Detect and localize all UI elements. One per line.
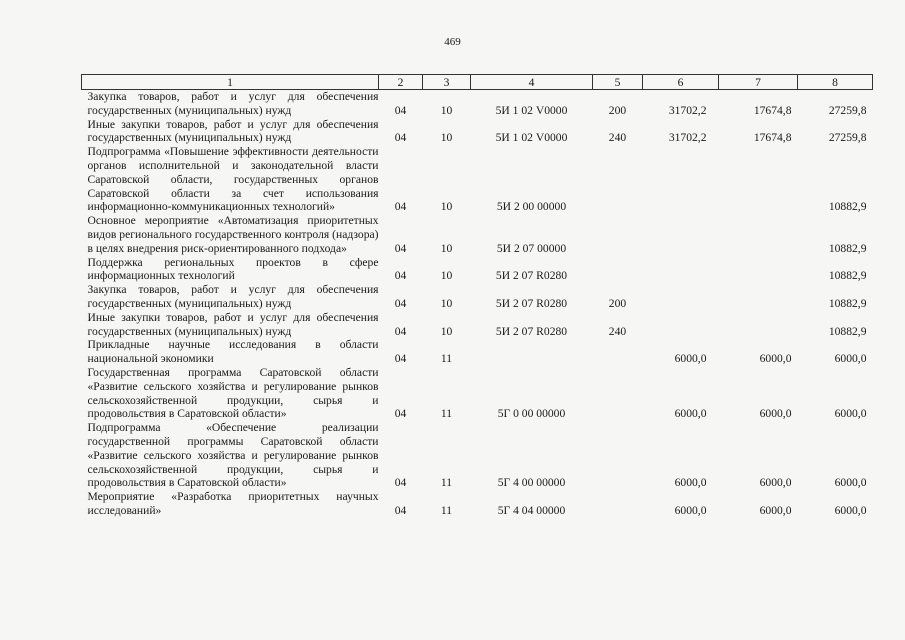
row-amount-1 bbox=[643, 311, 719, 339]
row-name: Иные закупки товаров, работ и услуг для обеспечения государственных (муниципальных) нужд bbox=[87, 310, 379, 338]
row-target-code: 5Г 4 04 00000 bbox=[497, 503, 566, 517]
row-target-code: 5И 2 00 00000 bbox=[496, 200, 567, 214]
table-row bbox=[82, 256, 873, 284]
row-subsection: 10 bbox=[440, 269, 453, 283]
row-amount-2: 6000,0 bbox=[759, 503, 792, 517]
row-expense-type bbox=[593, 366, 643, 421]
row-subsection: 11 bbox=[440, 352, 453, 366]
row-target-code: 5И 2 07 R0280 bbox=[495, 324, 568, 338]
row-amount-2: 17674,8 bbox=[753, 103, 792, 117]
row-amount-3: 27259,8 bbox=[828, 103, 867, 117]
row-section: 04 bbox=[394, 476, 407, 490]
row-target-code bbox=[471, 338, 593, 366]
header-col-6: 6 bbox=[643, 75, 719, 90]
row-target-code: 5И 1 02 V0000 bbox=[495, 103, 568, 117]
row-amount-3: 10882,9 bbox=[828, 200, 867, 214]
table-row bbox=[82, 90, 873, 118]
table-row bbox=[82, 311, 873, 339]
row-amount-2: 17674,8 bbox=[753, 131, 792, 145]
row-name: Прикладные научные исследования в области национальной экономики bbox=[87, 338, 379, 366]
row-subsection: 10 bbox=[440, 131, 453, 145]
row-amount-3: 6000,0 bbox=[834, 476, 867, 490]
row-amount-3: 6000,0 bbox=[834, 407, 867, 421]
row-subsection: 10 bbox=[440, 103, 453, 117]
row-section: 04 bbox=[394, 324, 407, 338]
row-amount-3: 27259,8 bbox=[828, 131, 867, 145]
row-expense-type: 200 bbox=[608, 296, 627, 310]
row-amount-1: 6000,0 bbox=[674, 503, 707, 517]
table-row bbox=[82, 118, 873, 146]
table-row bbox=[82, 145, 873, 214]
row-amount-1 bbox=[643, 214, 719, 255]
row-name: Основное мероприятие «Автоматизация приоритетных видов регионального государственного контроля (надзора) в целях внедрения риск-ориентированного подхода» bbox=[87, 214, 379, 255]
row-amount-1 bbox=[643, 283, 719, 311]
row-amount-3: 10882,9 bbox=[828, 269, 867, 283]
header-col-4: 4 bbox=[471, 75, 593, 90]
row-amount-1: 6000,0 bbox=[674, 476, 707, 490]
row-section: 04 bbox=[394, 503, 407, 517]
table-row bbox=[82, 283, 873, 311]
row-amount-1: 6000,0 bbox=[674, 407, 707, 421]
table-row bbox=[82, 490, 873, 518]
row-target-code: 5И 1 02 V0000 bbox=[495, 131, 568, 145]
row-amount-3: 6000,0 bbox=[834, 352, 867, 366]
row-section: 04 bbox=[394, 352, 407, 366]
row-name: Поддержка региональных проектов в сфере информационных технологий bbox=[87, 255, 379, 283]
table-row bbox=[82, 421, 873, 490]
row-subsection: 11 bbox=[440, 407, 453, 421]
row-amount-3: 10882,9 bbox=[828, 296, 867, 310]
row-amount-1: 31702,2 bbox=[668, 103, 707, 117]
row-name: Закупка товаров, работ и услуг для обеспечения государственных (муниципальных) нужд bbox=[87, 283, 379, 310]
header-col-1: 1 bbox=[82, 75, 379, 90]
row-expense-type bbox=[593, 490, 643, 518]
row-target-code: 5И 2 07 00000 bbox=[496, 241, 567, 255]
row-expense-type bbox=[593, 421, 643, 490]
row-amount-3: 6000,0 bbox=[834, 503, 867, 517]
row-amount-1: 31702,2 bbox=[668, 131, 707, 145]
row-expense-type: 200 bbox=[608, 103, 627, 117]
row-expense-type bbox=[593, 145, 643, 214]
row-target-code: 5Г 0 00 00000 bbox=[497, 407, 566, 421]
table-row bbox=[82, 214, 873, 255]
row-section: 04 bbox=[394, 269, 407, 283]
table-row bbox=[82, 338, 873, 366]
row-name: Иные закупки товаров, работ и услуг для обеспечения государственных (муниципальных) нужд bbox=[87, 117, 379, 145]
row-amount-2: 6000,0 bbox=[759, 476, 792, 490]
row-name: Государственная программа Саратовской области «Развитие сельского хозяйства и регулирование рынков сельскохозяйственной продукции, сырья и продовольствия в Саратовской области» bbox=[87, 365, 379, 421]
row-amount-1 bbox=[643, 256, 719, 284]
row-amount-2: 6000,0 bbox=[759, 407, 792, 421]
row-name: Подпрограмма «Повышение эффективности деятельности органов исполнительной и законодательной власти Саратовской области, государственных органов Саратовской области за счет использования информационно-коммуникационных технологий» bbox=[87, 145, 379, 214]
row-amount-2 bbox=[719, 145, 798, 214]
row-amount-1: 6000,0 bbox=[674, 352, 707, 366]
row-target-code: 5Г 4 00 00000 bbox=[497, 476, 566, 490]
row-section: 04 bbox=[394, 103, 407, 117]
row-amount-2 bbox=[719, 214, 798, 255]
row-section: 04 bbox=[394, 296, 407, 310]
row-amount-2 bbox=[719, 311, 798, 339]
header-col-2: 2 bbox=[379, 75, 423, 90]
row-subsection: 11 bbox=[440, 476, 453, 490]
row-subsection: 10 bbox=[440, 241, 453, 255]
page-number: 469 bbox=[444, 36, 461, 48]
row-section: 04 bbox=[394, 200, 407, 214]
row-expense-type: 240 bbox=[608, 324, 627, 338]
row-subsection: 10 bbox=[440, 296, 453, 310]
row-target-code: 5И 2 07 R0280 bbox=[495, 296, 568, 310]
row-amount-2: 6000,0 bbox=[759, 352, 792, 366]
budget-table bbox=[81, 74, 873, 518]
row-section: 04 bbox=[394, 241, 407, 255]
row-section: 04 bbox=[394, 407, 407, 421]
header-col-8: 8 bbox=[798, 75, 873, 90]
row-name: Подпрограмма «Обеспечение реализации государственной программы Саратовской области «Развитие сельского хозяйства и регулирование рынков сельскохозяйственной продукции, сырья и продовольствия в Саратовской области» bbox=[87, 421, 379, 490]
header-col-3: 3 bbox=[423, 75, 471, 90]
row-section: 04 bbox=[394, 131, 407, 145]
row-amount-3: 10882,9 bbox=[828, 241, 867, 255]
table-row bbox=[82, 366, 873, 421]
row-amount-2 bbox=[719, 283, 798, 311]
row-amount-3: 10882,9 bbox=[828, 324, 867, 338]
row-name: Закупка товаров, работ и услуг для обеспечения государственных (муниципальных) нужд bbox=[87, 90, 379, 117]
row-subsection: 10 bbox=[440, 324, 453, 338]
header-col-5: 5 bbox=[593, 75, 643, 90]
header-col-7: 7 bbox=[719, 75, 798, 90]
row-expense-type: 240 bbox=[608, 131, 627, 145]
row-subsection: 10 bbox=[440, 200, 453, 214]
row-subsection: 11 bbox=[440, 503, 453, 517]
row-expense-type bbox=[593, 338, 643, 366]
header-row bbox=[82, 75, 873, 90]
row-expense-type bbox=[593, 214, 643, 255]
row-expense-type bbox=[593, 256, 643, 284]
row-target-code: 5И 2 07 R0280 bbox=[495, 269, 568, 283]
row-amount-1 bbox=[643, 145, 719, 214]
row-name: Мероприятие «Разработка приоритетных научных исследований» bbox=[87, 490, 379, 517]
row-amount-2 bbox=[719, 256, 798, 284]
